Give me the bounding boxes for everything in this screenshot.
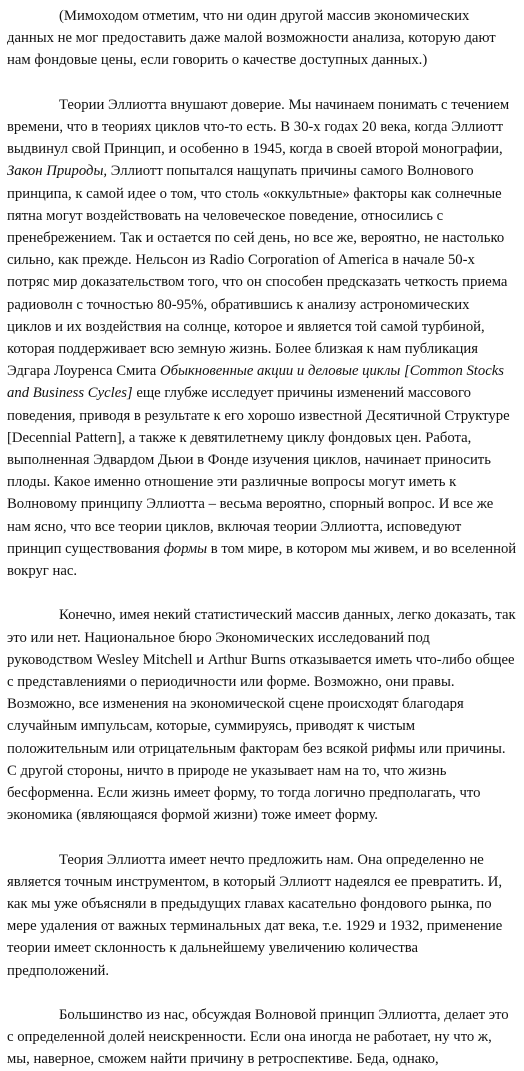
paragraph-2-text-d: в том мире, в котором мы живем, и во вселенной вокруг нас. xyxy=(7,540,517,580)
paragraph-2 xyxy=(7,94,517,582)
paragraph-4-text: Теория Эллиотта имеет нечто предложить нам. Она определенно не является точным инструментом, в который Эллиотт надеялся ее превратить. И, как мы уже объясняли в предыдущих главах касательно фондового рынка, по мере удаления от важных терминальных дат века, т.е. 1929 и 1932, применение теории имеет склонность к дальнейшему увеличению количества предположений. xyxy=(7,851,503,979)
book-title-law-of-nature: Закон Природы, xyxy=(7,163,108,180)
paragraph-1 xyxy=(7,5,517,72)
paragraph-5-text: Большинство из нас, обсуждая Волновой принцип Эллиотта, делает это с определенной долей неискренности. Если она иногда не работает, ну что ж, мы, наверное, сможем найти причину в ретроспективе. Беда, однако, xyxy=(7,1007,509,1068)
paragraph-2-text-b: Эллиотт попытался нащупать причины самого Волнового принципа, к самой идее о том, что столь «оккультные» факторы как солнечные пятна могут воздействовать на человеческое поведение, относились с пренебрежением. Так и остается по сей день, но все же, вероятно, не настолько сильно, как прежде. Нельсон из Radio Corporation of America в начале 50-х потряс мир доказательством того, что он способен предсказать четкость приема радиоволн с точностью 80-95%, обратившись к анализу астрономических циклов и их воздействия на солнце, которое и является той самой турбиной, которая поддерживает всю земную жизнь. Более близкая к нам публикация Эдгара Лоуренса Смита xyxy=(7,163,508,380)
paragraph-4 xyxy=(7,849,517,982)
paragraph-2-text-c: еще глубже исследует причины изменений массового поведения, приводя в результате к его хорошо известной Десятичной Структуре [Decennial Pattern], а также к девятилетнему циклу фондовых цен. Работа, выполненная Эдвардом Дьюи в Фонде изучения циклов, начинает приносить плоды. Какое именно отношение эти различные вопросы могут иметь к Волновому принципу Эллиотта – весьма вероятно, спорный вопрос. И все же нам ясно, что все теории циклов, включая теории Эллиотта, исповедуют принцип существования xyxy=(7,385,510,557)
paragraph-1-text: (Мимоходом отметим, что ни один другой массив экономических данных не мог предоставить даже малой возможности анализа, которую дают нам фондовые цены, если говорить о качестве доступных данных.) xyxy=(7,8,496,69)
book-title-common-stocks: Обыкновенные акции и деловые циклы [Common Stocks and Business Cycles] xyxy=(7,363,504,402)
emphasis-form: формы xyxy=(163,540,208,557)
paragraph-5 xyxy=(7,1004,517,1071)
paragraph-2-text-a: Теории Эллиотта внушают доверие. Мы начинаем понимать с течением времени, что в теориях циклов что-то есть. В 30-х годах 20 века, когда Эллиотт выдвинул свой Принцип, и особенно в 1945, когда в своей второй монографии, xyxy=(7,96,510,158)
paragraph-3 xyxy=(7,604,517,826)
paragraph-3-text: Конечно, имея некий статистический массив данных, легко доказать, так это или нет. Национальное бюро Экономических исследований под руководством Wesley Mitchell и Arthur Burns отказывается иметь что-либо общее с представлениями о периодичности или форме. Возможно, они правы. Возможно, все изменения на экономической сцене происходят благодаря случайным импульсам, которые, суммируясь, приводят к чистым положительным или отрицательным факторам без всякой рифмы или причины. С другой стороны, ничто в природе не указывает нам на то, что жизнь бесформенна. Если жизнь имеет форму, то тогда логично предполагать, что экономика (являющаяся формой жизни) тоже имеет форму. xyxy=(7,607,516,824)
